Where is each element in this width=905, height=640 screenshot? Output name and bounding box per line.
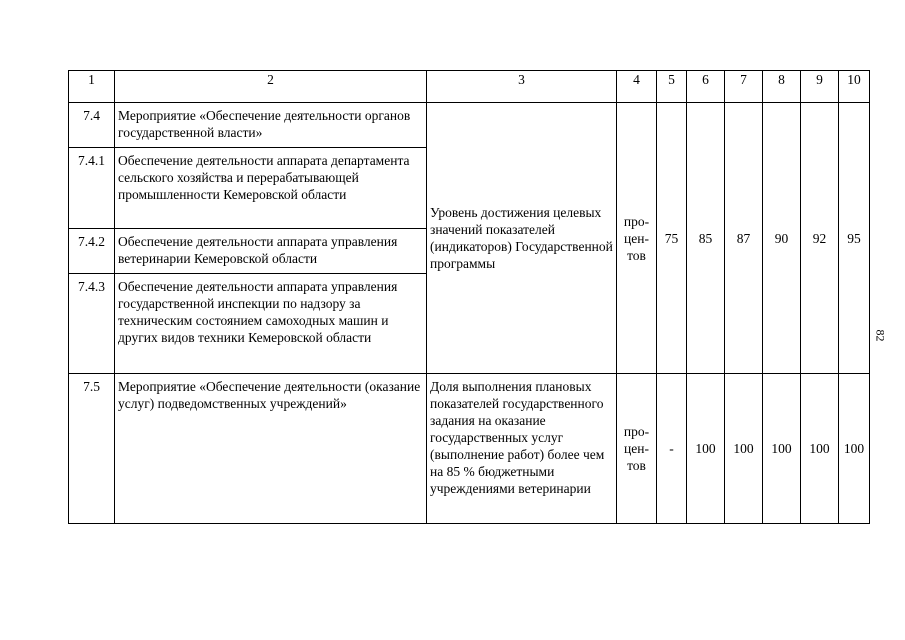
value-col-9: 100 [801, 374, 839, 524]
header-cell-9: 9 [801, 71, 839, 103]
value-col-10: 95 [839, 103, 870, 374]
table-row-7-4 [69, 103, 870, 148]
value-col-5: - [657, 374, 687, 524]
table-header-row [69, 71, 870, 103]
value-col-8: 100 [763, 374, 801, 524]
header-cell-6: 6 [687, 71, 725, 103]
unit-cell: про-цен-тов [617, 374, 657, 524]
activity-name: Мероприятие «Обеспечение деятельности (оказание услуг) подведомственных учреждений» [115, 374, 427, 524]
activity-name: Мероприятие «Обеспечение деятельности органов государственной власти» [115, 103, 427, 148]
value-col-6: 100 [687, 374, 725, 524]
page-number: 82 [873, 329, 888, 342]
value-col-10: 100 [839, 374, 870, 524]
indicators-table [68, 70, 870, 524]
header-cell-10: 10 [839, 71, 870, 103]
table-row-7-5 [69, 374, 870, 524]
row-number: 7.5 [69, 374, 115, 524]
value-col-7: 87 [725, 103, 763, 374]
value-col-9: 92 [801, 103, 839, 374]
activity-name: Обеспечение деятельности аппарата департамента сельского хозяйства и перерабатывающей промышленности Кемеровской области [115, 148, 427, 229]
activity-name: Обеспечение деятельности аппарата управления государственной инспекции по надзору за техническим состоянием самоходных машин и других видов техники Кемеровской области [115, 274, 427, 374]
header-cell-1: 1 [69, 71, 115, 103]
header-cell-5: 5 [657, 71, 687, 103]
value-col-7: 100 [725, 374, 763, 524]
header-cell-8: 8 [763, 71, 801, 103]
value-col-5: 75 [657, 103, 687, 374]
header-cell-7: 7 [725, 71, 763, 103]
value-col-8: 90 [763, 103, 801, 374]
value-col-6: 85 [687, 103, 725, 374]
row-number: 7.4 [69, 103, 115, 148]
row-number: 7.4.2 [69, 229, 115, 274]
header-cell-4: 4 [617, 71, 657, 103]
indicator-name: Уровень достижения целевых значений показателей (индикаторов) Государственной программы [427, 103, 617, 374]
unit-cell: про-цен-тов [617, 103, 657, 374]
header-cell-3: 3 [427, 71, 617, 103]
header-cell-2: 2 [115, 71, 427, 103]
activity-name: Обеспечение деятельности аппарата управления ветеринарии Кемеровской области [115, 229, 427, 274]
indicator-name: Доля выполнения плановых показателей государственного задания на оказание государственных услуг (выполнение работ) более чем на 85 % бюджетными учреждениями ветеринарии [427, 374, 617, 524]
row-number: 7.4.1 [69, 148, 115, 229]
row-number: 7.4.3 [69, 274, 115, 374]
